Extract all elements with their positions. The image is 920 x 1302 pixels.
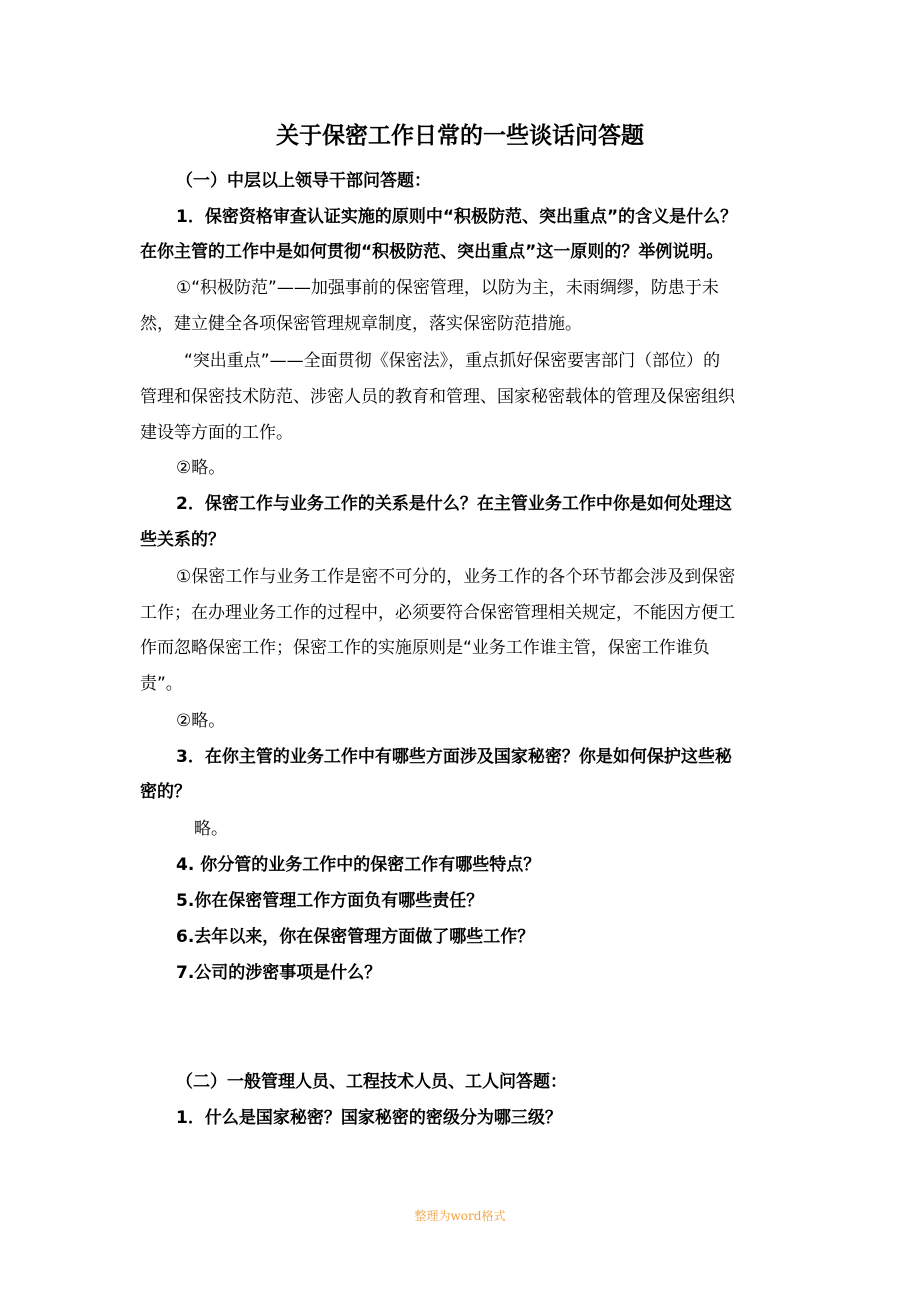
q1-answer-line3: “突出重点”——全面贯彻《保密法》，重点抓好保密要害部门（部位）的: [184, 351, 721, 371]
q1-answer-line4: 管理和保密技术防范、涉密人员的教育和管理、国家秘密载体的管理及保密组织: [140, 387, 735, 407]
q3-question-line2: 密的？: [140, 782, 191, 802]
section2-heading: （二）一般管理人员、工程技术人员、工人问答题：: [176, 1072, 567, 1092]
q1-answer-line2: 然，建立健全各项保密管理规章制度，落实保密防范措施。: [140, 314, 582, 334]
q3-question-line1: 3．在你主管的业务工作中有哪些方面涉及国家秘密？你是如何保护这些秘: [176, 747, 732, 767]
q2-answer-line2: 工作；在办理业务工作的过程中，必须要符合保密管理相关规定，不能因方便工: [140, 603, 735, 623]
section1-heading: （一）中层以上领导干部问答题：: [176, 171, 431, 191]
q5-question: 5.你在保密管理工作方面负有哪些责任？: [176, 891, 484, 911]
footer-note: 整理为word格式: [414, 1209, 506, 1223]
q1-question-line2: 在你主管的工作中是如何贯彻“积极防范、突出重点”这一原则的？举例说明。: [140, 242, 724, 262]
q2-question-line1: 2．保密工作与业务工作的关系是什么？在主管业务工作中你是如何处理这: [176, 494, 732, 514]
q7-question: 7.公司的涉密事项是什么？: [176, 963, 382, 983]
q1-question-line1: 1．保密资格审查认证实施的原则中“积极防范、突出重点”的含义是什么？: [176, 207, 738, 227]
document-title: 关于保密工作日常的一些谈话问答题: [276, 123, 644, 149]
q2-answer-line5: ②略。: [176, 711, 226, 731]
q2-answer-line3: 作而忽略保密工作；保密工作的实施原则是“业务工作谁主管，保密工作谁负: [140, 638, 710, 658]
q1-answer-line6: ②略。: [176, 458, 226, 478]
q4-question: 4. 你分管的业务工作中的保密工作有哪些特点？: [176, 855, 541, 875]
q1-answer-line5: 建设等方面的工作。: [140, 423, 293, 443]
s2-q1-question: 1．什么是国家秘密？国家秘密的密级分为哪三级？: [176, 1108, 562, 1128]
q1-answer-line1: ①“积极防范”——加强事前的保密管理，以防为主，未雨绸缪，防患于未: [176, 278, 719, 298]
q2-question-line2: 些关系的？: [140, 530, 225, 550]
q2-answer-line1: ①保密工作与业务工作是密不可分的，业务工作的各个环节都会涉及到保密: [176, 567, 736, 587]
q2-answer-line4: 责”。: [140, 674, 183, 694]
q3-answer-line1: 略。: [194, 819, 228, 839]
q6-question: 6.去年以来，你在保密管理方面做了哪些工作？: [176, 927, 535, 947]
